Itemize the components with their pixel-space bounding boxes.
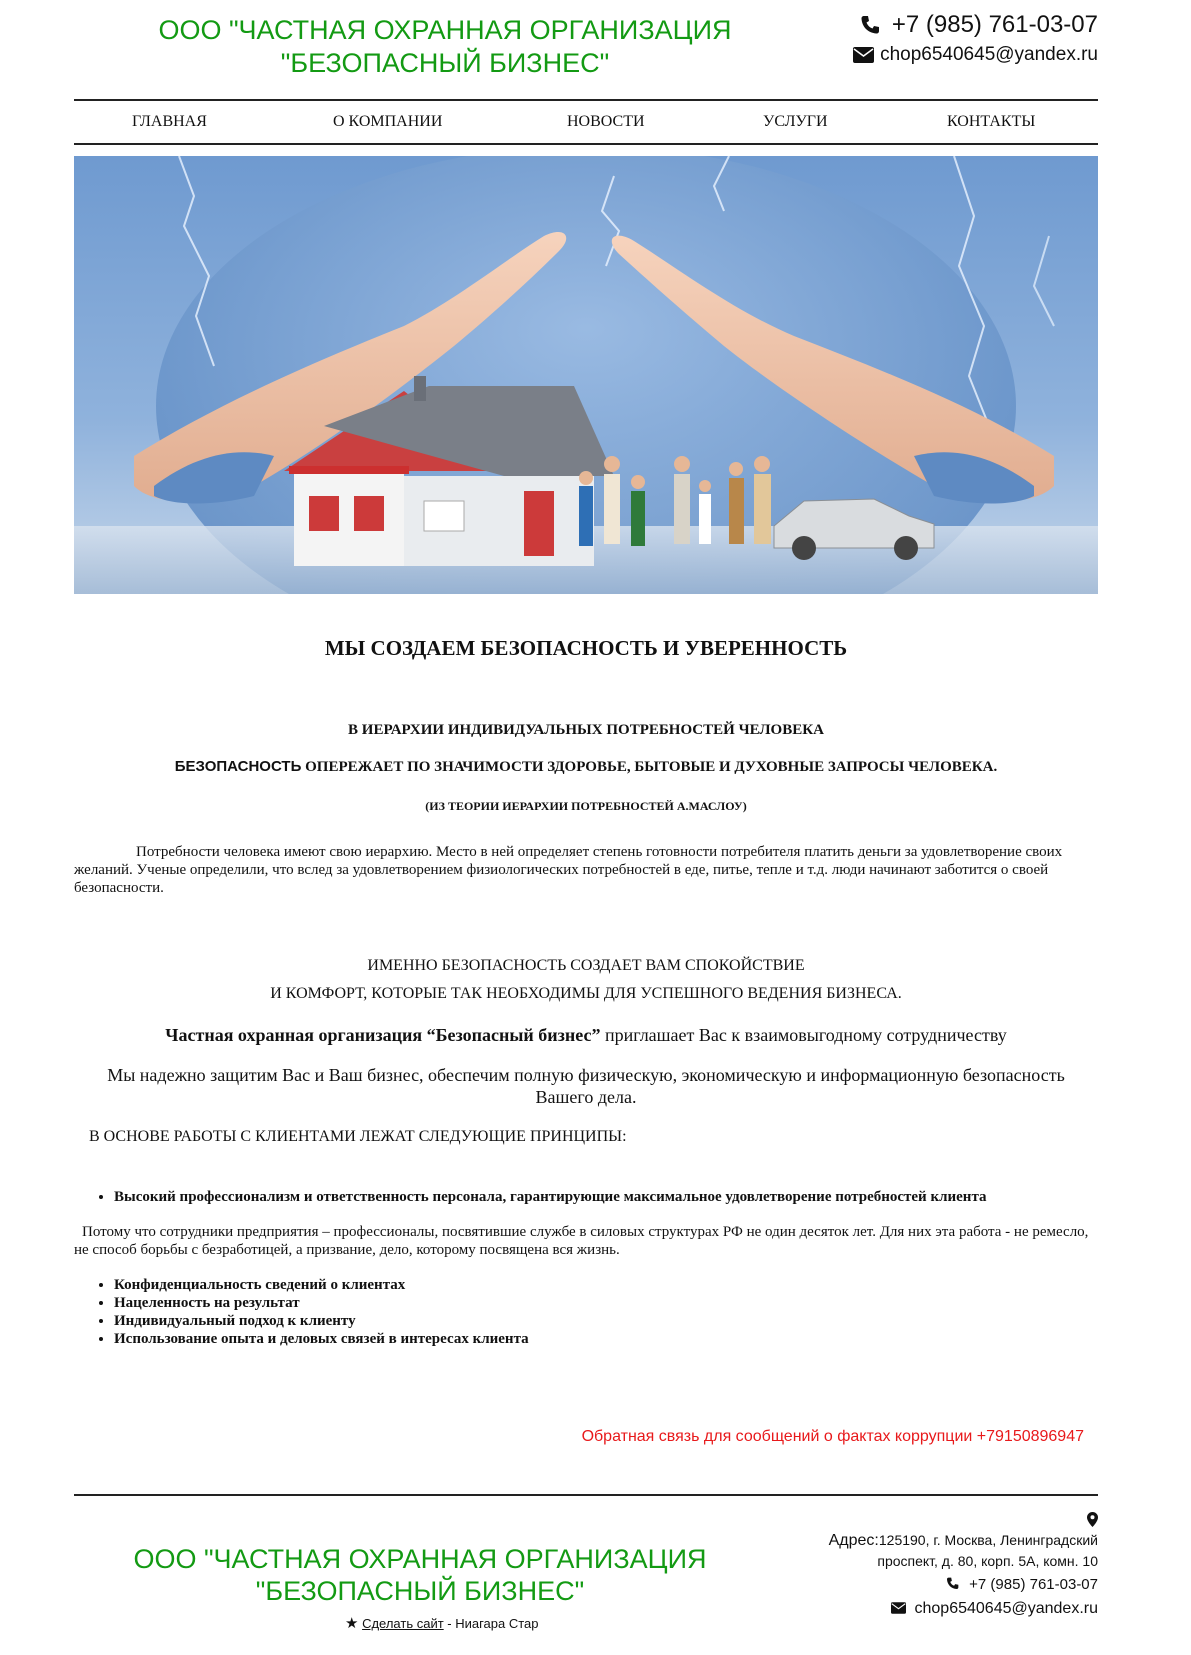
corruption-hotline[interactable]: Обратная связь для сообщений о фактах коррупции +79150896947: [581, 1428, 1084, 1445]
nav-item-contacts[interactable]: КОНТАКТЫ: [947, 113, 1036, 130]
hero-image: [74, 156, 1098, 594]
footer-envelope-icon: [891, 1600, 914, 1617]
list-item: • Использование опыта и деловых связей в интересах клиента: [114, 1330, 529, 1348]
nav-item-news[interactable]: НОВОСТИ: [567, 113, 645, 130]
address-label: Адрес:: [828, 1532, 879, 1549]
address-line2: проспект, д. 80, корп. 5А, комн. 10: [877, 1553, 1098, 1569]
subheading-2: [74, 758, 1098, 776]
maslow-note: (ИЗ ТЕОРИИ ИЕРАРХИИ ПОТРЕБНОСТЕЙ А.МАСЛОУ): [425, 799, 747, 813]
calm-line-1: ИМЕННО БЕЗОПАСНОСТЬ СОЗДАЕТ ВАМ СПОКОЙСТВИЕ: [367, 957, 805, 974]
principles-list-1: [100, 1188, 987, 1206]
footer-phone-icon: [946, 1576, 969, 1593]
main-nav: [74, 99, 1098, 145]
address-line1: 125190, г. Москва, Ленинградский: [878, 1532, 1098, 1548]
subheading-2-rest: ОПЕРЕЖАЕТ ПО ЗНАЧИМОСТИ ЗДОРОВЬЕ, БЫТОВЫЕ И ДУХОВНЫЕ ЗАПРОСЫ ЧЕЛОВЕКА.: [301, 759, 998, 775]
subheading-2-accent: БЕЗОПАСНОСТЬ: [174, 758, 302, 775]
invite-rest: приглашает Вас к взаимовыгодному сотрудничеству: [600, 1025, 1007, 1045]
invite-company: Частная охранная организация “Безопасный бизнес”: [165, 1025, 601, 1045]
principles-list-2: [100, 1276, 529, 1348]
site-title-line1: ООО "ЧАСТНАЯ ОХРАННАЯ ОРГАНИЗАЦИЯ: [158, 15, 732, 45]
nav-item-services[interactable]: УСЛУГИ: [763, 113, 828, 130]
intro-paragraph: Потребности человека имеют свою иерархию. Место в ней определяет степень готовности потребителя платить деньги за удовлетворение своих желаний. Ученые определили, что вслед за удовлетворением физиологических потребностей в еде, питье, тепле и т.д. люди начинают заботится о своей безопасности.: [74, 844, 1063, 896]
site-title[interactable]: [120, 14, 770, 80]
principles-heading: В ОСНОВЕ РАБОТЫ С КЛИЕНТАМИ ЛЕЖАТ СЛЕДУЮЩИЕ ПРИНЦИПЫ:: [89, 1128, 627, 1145]
footer-email[interactable]: chop6540645@yandex.ru: [914, 1600, 1098, 1617]
footer-title-line2: "БЕЗОПАСНЫЙ БИЗНЕС": [255, 1576, 585, 1606]
staff-paragraph: Потому что сотрудники предприятия – профессионалы, посвятившие службе в силовых структурах РФ не один десяток лет. Для них эта работа - не ремесло, не способ борьбы с безработицей, а призвание, дело, которому посвящена вся жизнь.: [74, 1224, 1089, 1258]
credit-rest: - Ниагара Стар: [443, 1616, 539, 1631]
phone-icon: [860, 15, 880, 35]
calm-line-2: И КОМФОРТ, КОТОРЫЕ ТАК НЕОБХОДИМЫ ДЛЯ УСПЕШНОГО ВЕДЕНИЯ БИЗНЕСА.: [270, 985, 902, 1002]
envelope-icon: [853, 47, 874, 63]
list-item: • Нацеленность на результат: [114, 1294, 529, 1312]
invite-line: [74, 1025, 1098, 1046]
footer-phone[interactable]: +7 (985) 761-03-07: [969, 1576, 1098, 1593]
nav-item-home[interactable]: ГЛАВНАЯ: [132, 113, 207, 130]
nav-item-about[interactable]: О КОМПАНИИ: [333, 113, 443, 130]
header-email[interactable]: chop6540645@yandex.ru: [880, 44, 1098, 65]
header-phone[interactable]: +7 (985) 761-03-07: [891, 11, 1098, 38]
footer-contacts: [829, 1512, 1098, 1619]
subheading-1: В ИЕРАРХИИ ИНДИВИДУАЛЬНЫХ ПОТРЕБНОСТЕЙ ЧЕЛОВЕКА: [348, 722, 824, 738]
list-item: • Индивидуальный подход к клиенту: [114, 1312, 529, 1330]
list-item: • Высокий профессионализм и ответственность персонала, гарантирующие максимальное удовлетворение потребностей клиента: [114, 1188, 987, 1206]
site-credit: [345, 1614, 539, 1632]
main-heading: МЫ СОЗДАЕМ БЕЗОПАСНОСТЬ И УВЕРЕННОСТЬ: [324, 636, 848, 660]
make-site-link[interactable]: Сделать сайт: [362, 1616, 444, 1631]
footer-divider: [74, 1494, 1098, 1496]
protect-paragraph: Мы надежно защитим Вас и Ваш бизнес, обеспечим полную физическую, экономическую и информационную безопасность Вашего дела.: [107, 1065, 1065, 1107]
footer-site-title[interactable]: [130, 1543, 710, 1607]
footer-title-line1: ООО "ЧАСТНАЯ ОХРАННАЯ ОРГАНИЗАЦИЯ: [133, 1544, 707, 1574]
header-contacts: [853, 10, 1098, 68]
list-item: • Конфиденциальность сведений о клиентах: [114, 1276, 529, 1294]
map-marker-icon: [829, 1512, 1098, 1530]
site-title-line2: "БЕЗОПАСНЫЙ БИЗНЕС": [280, 48, 610, 78]
star-icon: ★: [345, 1615, 359, 1632]
